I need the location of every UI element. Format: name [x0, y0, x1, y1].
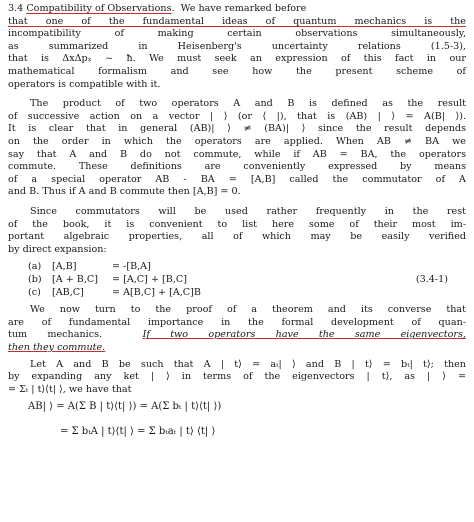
equation-row-2: = Σ bₜA | t⟩⟨t| ⟩ = Σ bₜaₜ | t⟩ ⟨t| ⟩ — [60, 426, 216, 438]
proof-equation — [8, 399, 466, 449]
para-line: Let A and B be such that A | t⟩ = aₜ| ⟩ and B | t⟩ = bₜ| t⟩; then — [30, 358, 466, 370]
para-line: on the order in which the operators are applied. When AB ≠ BA we — [8, 135, 466, 147]
paragraph-proof — [8, 359, 466, 397]
paragraph-theorem — [8, 304, 466, 354]
para-line: We now turn to the proof of a theorem and its converse that — [30, 304, 466, 316]
para-line: by expanding any ket | ⟩ in terms of the eigenvectors | t⟩, as | ⟩ = — [8, 371, 466, 383]
para-line: tum mechanics. If two operators have the same eigenvectors, — [8, 329, 466, 341]
property-c: (c) [AB,C] = A[B,C] + [A,C]B — [28, 287, 201, 299]
para-line: = Σₜ | t⟩⟨t| ⟩, we have that — [8, 383, 132, 395]
property-a: (a) [A,B] = -[B,A] — [28, 261, 151, 273]
para-line: and B. Thus if A and B commute then [A,B] = 0. — [8, 186, 241, 198]
intro-line: incompatibility of making certain observations simultaneously, — [8, 28, 466, 40]
intro-line: operators is compatible with it. — [8, 78, 161, 90]
intro-line: We have remarked before — [180, 3, 307, 14]
para-line: portant algebraic properties, all of which may be easily verified — [8, 231, 466, 243]
section-number: 3.4 — [8, 3, 24, 14]
theorem-statement-cont: then they commute. — [8, 342, 106, 354]
para-line: commute. These definitions are conveniently expressed by means — [8, 161, 466, 173]
section-intro: 3.4 Compatibility of Observations. We have remarked before that one of the fundamental ideas of quantum mechanics is the incompatibility of making certain observations simultaneously, as summarized in Heisenberg's uncertainty relations (1.5-3), that is ΔxΔpₓ ~ ħ. We must seek an expression of this fact in our mathematical formalism and see how the present scheme of operators is compatible with it. — [8, 3, 466, 90]
para-line: It is clear that in general (AB)| ⟩ ≠ (BA)| ⟩ since the result depends — [8, 123, 466, 135]
theorem-statement: If two operators have the same eigenvectors, — [142, 329, 466, 341]
para-line: Since commutators will be used rather frequently in the rest — [30, 205, 466, 217]
para-line: of successive action on a vector | ⟩ (or ⟨ |), that is (AB) | ⟩ = A(B| ⟩). — [8, 110, 466, 122]
para-line: say that A and B do not commute, while if AB = BA, the operators — [8, 148, 466, 160]
property-b: (b) [A + B,C] = [A,C] + [B,C] — [28, 274, 187, 286]
section-title: Compatibility of Observations — [26, 3, 172, 14]
commutator-properties — [28, 261, 466, 300]
para-line: by direct expansion: — [8, 243, 107, 255]
paragraph-commutators — [8, 206, 466, 256]
equation-row-1: AB| ⟩ = A(Σ B | t⟩⟨t| ⟩) = A(Σ bₜ | t⟩⟨t| ⟩) — [28, 401, 222, 413]
intro-line: that is ΔxΔpₓ ~ ħ. We must seek an expression of this fact in our — [8, 53, 466, 65]
intro-line: as summarized in Heisenberg's uncertainty relations (1.5-3), — [8, 40, 466, 52]
para-line: of a special operator AB - BA = [A,B] called the commutator of A — [8, 173, 466, 185]
intro-line: that one of the fundamental ideas of quantum mechanics is the — [8, 15, 466, 27]
paragraph-product — [8, 98, 466, 199]
para-line: The product of two operators A and B is defined as the result — [30, 98, 466, 110]
intro-line: mathematical formalism and see how the present scheme of — [8, 65, 466, 77]
para-line: are of fundamental importance in the formal development of quan- — [8, 316, 466, 328]
equation-number: (3.4-1) — [415, 274, 448, 286]
textbook-page — [8, 3, 466, 449]
para-line: of the book, it is convenient to list here some of their most im- — [8, 218, 466, 230]
